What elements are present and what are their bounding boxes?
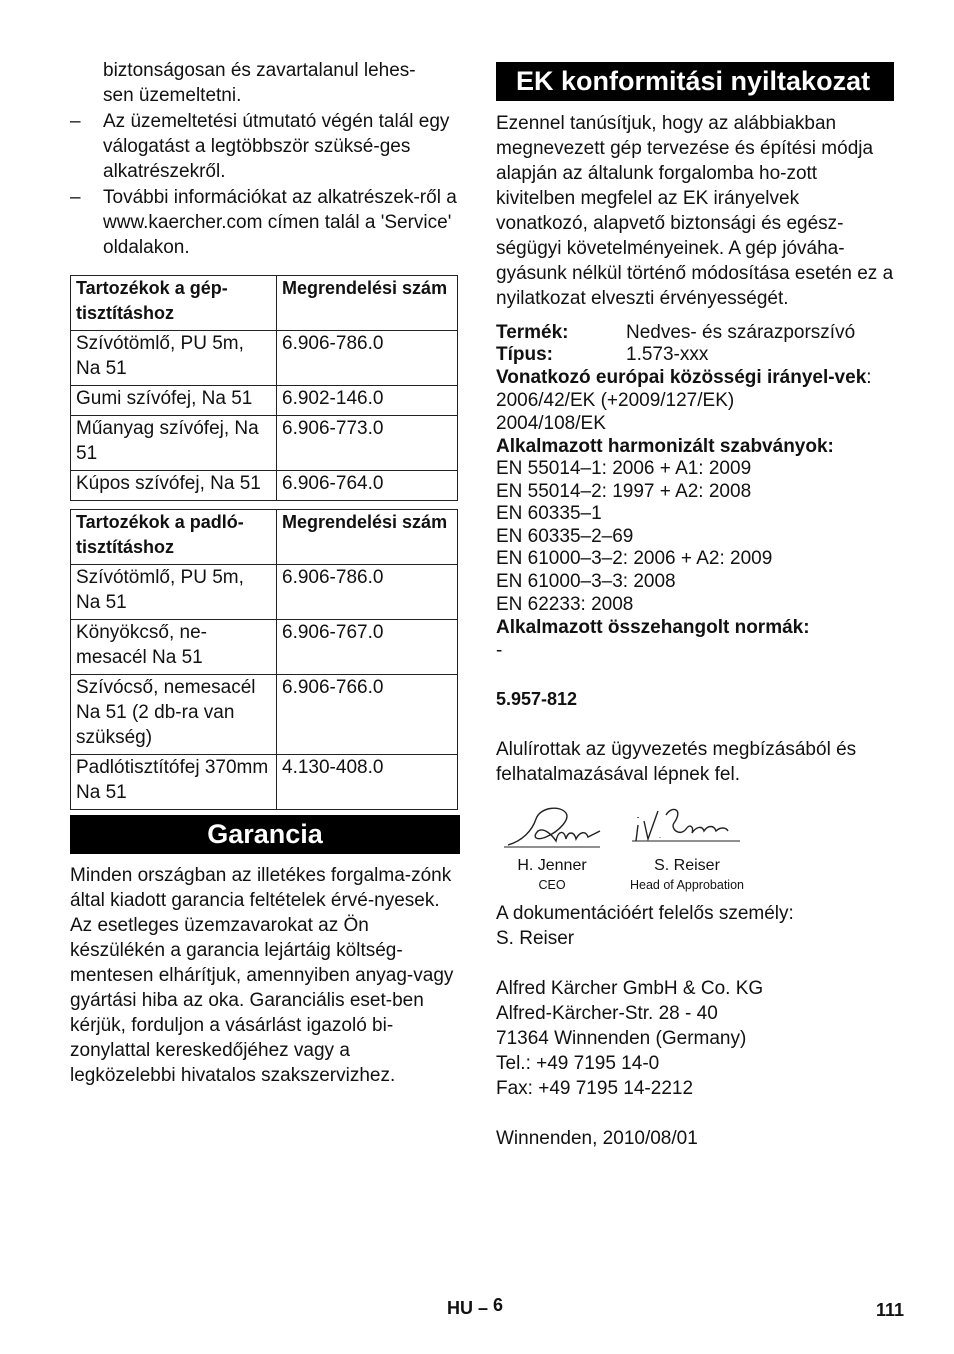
table-row: [71, 565, 458, 620]
garancia-text: Minden országban az illetékes forgalma-zónk által kiadott garancia feltételek érvé-nyesek. Az esetleges üzemzavarokat az Ön készülékén a garancia lejártáig költség-mentesen elhárítjuk, amennyiben anyag-vagy gyártási hiba az oka. Garanciális eset-ben kérjük, forduljon a vásárlást igazoló bi-zonylattal kereskedőjéhez vagy a legközelebbi hivatalos szakszervizhez.: [70, 865, 454, 1086]
list-item: [70, 109, 460, 184]
table-cell: Szívótömlő, PU 5m, Na 51: [71, 331, 277, 386]
footer-section-page: 6: [493, 1295, 504, 1315]
signer-jenner: [502, 801, 602, 894]
address-line: Alfred Kärcher GmbH & Co. KG: [496, 978, 764, 1000]
signer2-role: Head of Approbation: [630, 878, 744, 893]
list-item: 2004/108/EK: [496, 413, 606, 434]
table-header-cell: Megrendelési szám: [277, 276, 458, 331]
ek-intro-text: Ezennel tanúsítjuk, hogy az alábbiakban megnevezett gép tervezése és építési módja alapján az általunk forgalomba ho-zott kivitelben megfelel az EK irányelvek vonatkozó, alapvető biztonsági és egész-ségügyi követelményeinek. A gép jóváha-gyásunk nélkül történő módosítása esetén ez a nyilatkozat elveszti érvényességét.: [496, 113, 894, 309]
list-item: EN 60335–1: [496, 503, 602, 525]
table-cell: 6.906-786.0: [277, 565, 458, 620]
table-cell: Gumi szívófej, Na 51: [71, 386, 277, 416]
type-value: 1.573-xxx: [626, 344, 709, 365]
table-cell: Szívócső, nemesacél Na 51 (2 db-ra van szükség): [71, 675, 277, 755]
table-cell: 6.906-766.0: [277, 675, 458, 755]
table-cell: Szívótömlő, PU 5m, Na 51: [71, 565, 277, 620]
table-row: [71, 620, 458, 675]
left-column: [70, 58, 460, 1088]
list-item: EN 55014–1: 2006 + A1: 2009: [496, 458, 752, 479]
table-row: [71, 331, 458, 386]
table-cell: 6.902-146.0: [277, 386, 458, 416]
footer-separator: –: [478, 1298, 489, 1318]
norms-value: -: [496, 640, 503, 662]
table-row: [71, 386, 458, 416]
garancia-heading: Garancia: [70, 815, 460, 854]
signer-reiser: [624, 801, 750, 894]
signer1-role: CEO: [538, 878, 566, 893]
responsible-name: S. Reiser: [496, 928, 575, 950]
footer-section-label: [447, 1296, 503, 1321]
table-header-cell: Tartozékok a padló-tisztításhoz: [71, 510, 277, 565]
list-item: EN 62233: 2008: [496, 593, 634, 615]
list-item: EN 55014–2: 1997 + A2: 2008: [496, 480, 752, 502]
directives-colon: :: [866, 367, 872, 388]
table-cell: 6.906-786.0: [277, 331, 458, 386]
table-row: [71, 755, 458, 810]
address-line: 71364 Winnenden (Germany): [496, 1028, 747, 1050]
address-line: Tel.: +49 7195 14-0: [496, 1053, 660, 1075]
directives-list: [496, 389, 896, 435]
table-header-cell: Megrendelési szám: [277, 510, 458, 565]
table-row: [71, 471, 458, 501]
address-line: Fax: +49 7195 14-2212: [496, 1078, 694, 1100]
table-row: [71, 416, 458, 471]
table-cell: Padlótisztítófej 370mm Na 51: [71, 755, 277, 810]
norms-heading: Alkalmazott összehangolt normák:: [496, 617, 810, 639]
bullet-dash: –: [70, 187, 81, 208]
type-row: [496, 344, 896, 366]
list-item: EN 61000–3–2: 2006 + A2: 2009: [496, 548, 773, 570]
bullet-text: További információkat az alkatrészek-ről a www.kaercher.com címen talál a 'Service' oldalakon.: [103, 187, 457, 258]
signers-text: Alulírottak az ügyvezetés megbízásából és felhatalmazásával lépnek fel.: [496, 739, 857, 786]
signature-area: [496, 801, 896, 891]
intro-continuation-text: biztonságosan és zavartalanul lehes-sen üzemeltetni.: [103, 60, 416, 106]
table-row: [71, 675, 458, 755]
signer2-name: S. Reiser: [654, 857, 720, 875]
machine-cleaning-accessories-table: [70, 275, 458, 501]
table-cell: Műanyag szívófej, Na 51: [71, 416, 277, 471]
bullet-text: Az üzemeltetési útmutató végén talál egy válogatást a legtöbbször szüksé-ges alkatrészekről.: [103, 111, 450, 182]
bullet-dash: –: [70, 111, 81, 132]
table-header-row: [71, 510, 458, 565]
directives-label: Vonatkozó európai közösségi irányel-vek: [496, 367, 867, 388]
table-cell: 6.906-764.0: [277, 471, 458, 501]
product-row: [496, 321, 896, 344]
table-header-row: [71, 276, 458, 331]
place-date: Winnenden, 2010/08/01: [496, 1128, 698, 1150]
address-block: [496, 976, 896, 1101]
table-cell: Kúpos szívófej, Na 51: [71, 471, 277, 501]
floor-cleaning-accessories-table: [70, 509, 458, 810]
list-item: 2006/42/EK (+2009/127/EK): [496, 390, 735, 411]
ek-heading: EK konformitási nyiltakozat: [496, 62, 894, 101]
list-item: EN 60335–2–69: [496, 525, 634, 547]
table-cell: 6.906-773.0: [277, 416, 458, 471]
signer1-name: H. Jenner: [517, 857, 587, 875]
footer-section: HU: [447, 1298, 473, 1318]
table-cell: Könyökcső, ne-mesacél Na 51: [71, 620, 277, 675]
product-value: Nedves- és szárazporszívó: [626, 322, 856, 343]
document-number: 5.957-812: [496, 689, 578, 710]
jenner-signature: [502, 801, 602, 849]
reiser-signature: [624, 801, 750, 849]
standards-list: [496, 458, 896, 616]
table-cell: 6.906-767.0: [277, 620, 458, 675]
right-column: [496, 62, 896, 1151]
type-label: Típus:: [496, 344, 553, 365]
responsible-label: A dokumentációért felelős személy:: [496, 903, 794, 925]
list-item: [70, 185, 460, 260]
table-cell: 4.130-408.0: [277, 755, 458, 810]
product-label: Termék:: [496, 322, 569, 343]
list-item: EN 61000–3–3: 2008: [496, 570, 676, 592]
directives-heading: [496, 366, 876, 389]
table-header-cell: Tartozékok a gép-tisztításhoz: [71, 276, 277, 331]
address-line: Alfred-Kärcher-Str. 28 - 40: [496, 1003, 718, 1025]
standards-heading: Alkalmazott harmonizált szabványok:: [496, 436, 834, 457]
page-number: 111: [876, 1300, 905, 1320]
